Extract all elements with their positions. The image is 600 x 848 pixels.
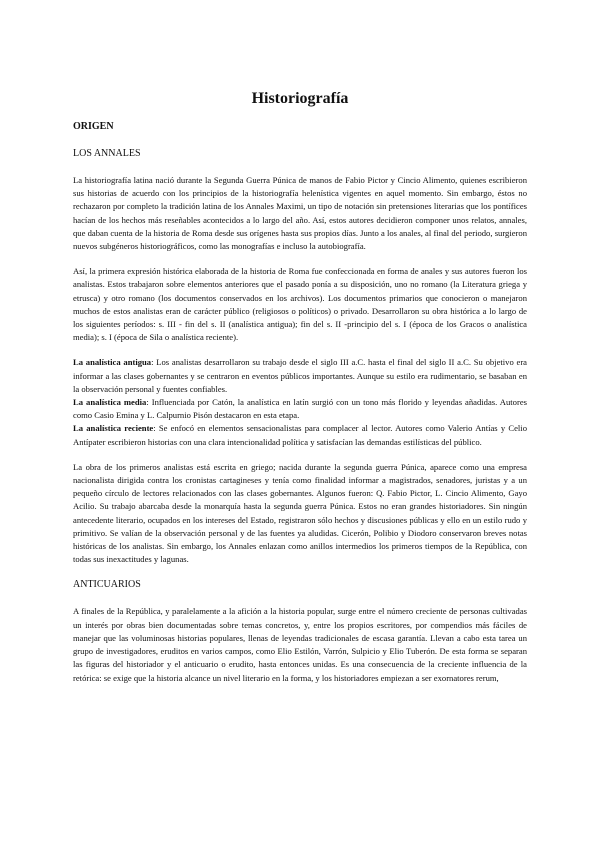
page-title: Historiografía (251, 90, 349, 107)
paragraph-analistica-antigua (73, 356, 527, 396)
section-heading-origen: ORIGEN (73, 121, 114, 132)
section-heading-annales: LOS ANNALES (73, 148, 141, 159)
document-body (73, 120, 527, 697)
paragraph-analistica-reciente (73, 422, 527, 448)
paragraph-analistas: Así, la primera expresión histórica elaborada de la historia de Roma fue confeccionada en forma de anales y sus autores fueron los analistas. Estos trabajaron sobre elementos anteriores que el pasado ponía a su disposición, uno no romano (la Literatura griega y etrusca) y otro romano (los documentos conservados en los archivos). Los documentos primarios que conocieron o manejaron muchos de estos analistas eran de carácter público (religiosos o políticos) o privado. Desarrollaron su obra histórica a lo largo de los siguientes períodos: s. III - fin del s. II (analística antigua); fin del s. II -principio del s. I (época de los Gracos o analística media); s. I (época de Sila o analística reciente). (73, 266, 527, 343)
paragraph-anticuarios: A finales de la República, y paralelamente a la afición a la historia popular, surge entre el número creciente de personas cultivadas un interés por obras bien documentadas sobre temas concretos, y, entre los propios escritores, por compendios más fáciles de manejar que las voluminosas historias populares, llenas de leyendas tradicionales de escasa garantía. Llevan a cabo esta tarea un grupo de investigadores, eruditos en varios campos, como Elio Estilón, Varrón, Sulpicio y Elio Tuberón. De esta forma se separan las figuras del historiador y el anticuario o erudito, hasta entonces unidas. Es una consecuencia de la creciente influencia de la retórica: se exige que la historia alcance un nivel literario en la forma, y los historiadores empiezan a ser exornatores rerum, (73, 606, 527, 683)
text-analistica-media: : Influenciada por Catón, la analística en latín surgió con un tono más florido y leyendas añadidas. Autores como Casio Emina y L. Calpurnio Pisón destacaron en esta etapa. (73, 397, 527, 421)
paragraph-analistica-media (73, 396, 527, 422)
section-heading-anticuarios: ANTICUARIOS (73, 579, 141, 591)
term-analistica-antigua: La analística antigua (73, 357, 152, 368)
term-analistica-media: La analística media (73, 397, 147, 408)
paragraph-primeros-analistas: La obra de los primeros analistas está escrita en griego; nacida durante la segunda guerra Púnica, aparece como una empresa nacionalista dirigida contra los cronistas cartagineses y tenía como finalidad informar a magistrados, senadores, juristas y a un pequeño círculo de lectores relacionados con las clases gobernantes. Algunos fueron: Q. Fabio Pictor, L. Cincio Alimento, Gayo Acilio. Su trabajo abarcaba desde la monarquía hasta la segunda guerra Púnica. Estos no eran grandes historiadores. Sin ningún antecedente literario, ocupados en los intereses del Estado, registraron sólo hechos y discusiones públicas y ello en un estilo rudo y primitivo. Se valían de la observación personal y de las fuentes ya aludidas. Cicerón, Polibio y Diodoro conservaron breves notas históricas de los analistas. Sin embargo, los Annales enlazan como anillos intermedios los primeros tiempos de la República, con todas sus inexactitudes y lagunas. (73, 461, 527, 565)
term-analistica-reciente: La analística reciente (73, 423, 154, 434)
text-analistica-reciente: : Se enfocó en elementos sensacionalistas para complacer al lector. Autores como Valerio Antías y Celio Antípater escribieron historias con una clara intencionalidad política y satisfacían las demandas estilísticas del público. (73, 423, 527, 447)
paragraph-intro: La historiografía latina nació durante la Segunda Guerra Púnica de manos de Fabio Pictor y Cincio Alimento, quienes escribieron sus historias de acuerdo con los principios de la historiografía helenística vigentes en aquel momento. Sin embargo, éstos no rechazaron por completo la tradición latina de los Annales Maximi, un tipo de notación sin pretensiones literarias que los pontífices hacían de los hechos más reseñables acontecidos a lo largo del año. Así, estos autores decidieron componer unos relatos, annales, que daban cuenta de la historia de Roma desde sus orígenes hasta sus propios días. Junto a los anales, al final del periodo, surgieron nuevos subgéneros historiográficos, como las monografías e incluso la autobiografía. (73, 175, 527, 252)
text-analistica-antigua: : Los analistas desarrollaron su trabajo desde el siglo III a.C. hasta el final del siglo II a.C. Su objetivo era informar a las clases gobernantes y se centraron en eventos públicos importantes. Aunque su estilo era rudimentario, se basaban en la observación personal y fuentes confiables. (73, 357, 527, 394)
